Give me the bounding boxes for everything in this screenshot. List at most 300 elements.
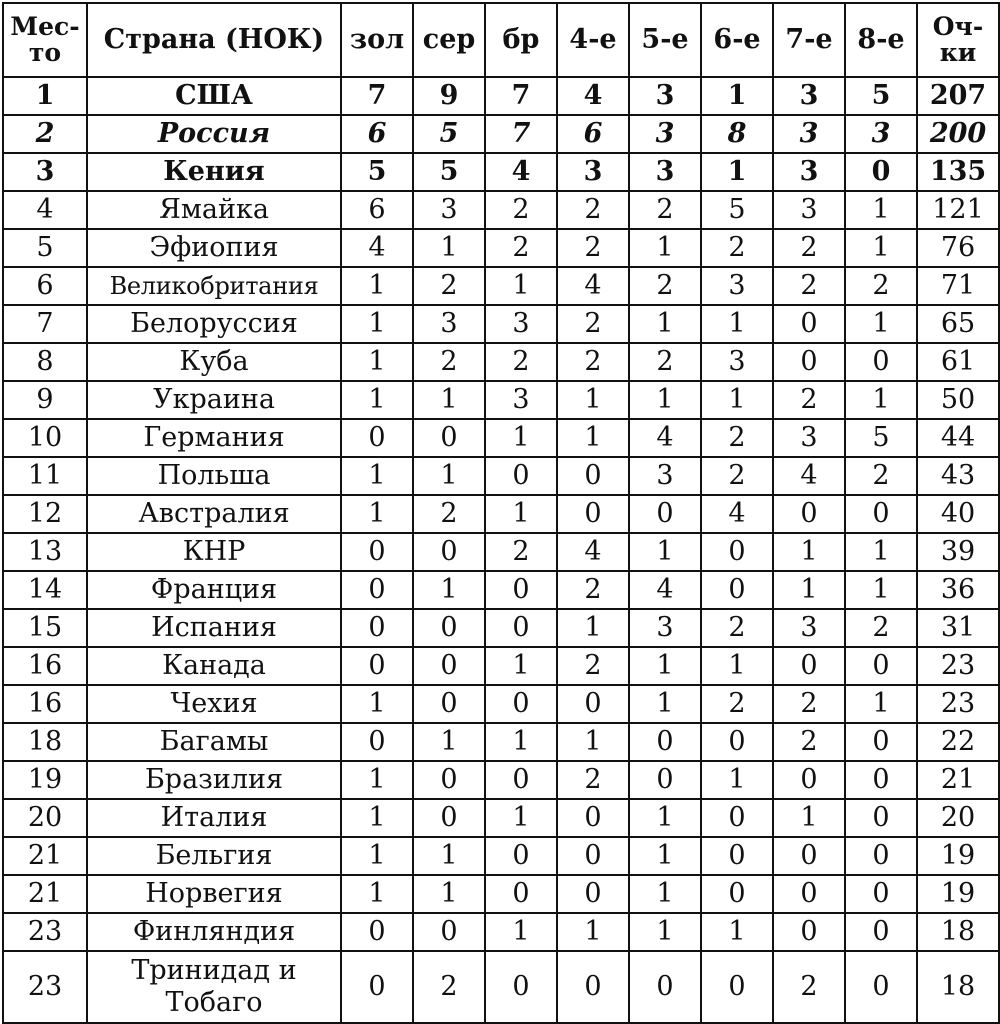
6th-cell: 0 (701, 799, 773, 837)
place-cell: 10 (3, 419, 87, 457)
silver-cell: 1 (413, 875, 485, 913)
6th-cell: 0 (701, 837, 773, 875)
8th-cell: 2 (845, 457, 917, 495)
place-cell: 6 (3, 267, 87, 305)
bronze-cell: 0 (485, 837, 557, 875)
bronze-cell: 3 (485, 305, 557, 343)
6th-cell: 2 (701, 457, 773, 495)
7th-cell: 1 (773, 571, 845, 609)
6th-cell: 4 (701, 495, 773, 533)
4th-cell: 0 (557, 457, 629, 495)
4th-cell: 2 (557, 229, 629, 267)
place-cell: 19 (3, 761, 87, 799)
table-row (3, 685, 999, 723)
gold-cell: 1 (341, 875, 413, 913)
table-row (3, 647, 999, 685)
header-gold: зол (341, 3, 413, 77)
silver-cell: 0 (413, 647, 485, 685)
5th-cell: 0 (629, 761, 701, 799)
6th-cell: 1 (701, 761, 773, 799)
silver-cell: 3 (413, 191, 485, 229)
country-cell: Канада (87, 647, 341, 685)
points-cell: 21 (917, 761, 999, 799)
place-cell: 18 (3, 723, 87, 761)
gold-cell: 0 (341, 723, 413, 761)
4th-cell: 1 (557, 913, 629, 951)
4th-cell: 3 (557, 153, 629, 191)
header-points: Оч-ки (917, 3, 999, 77)
bronze-cell: 1 (485, 267, 557, 305)
7th-cell: 2 (773, 685, 845, 723)
5th-cell: 1 (629, 381, 701, 419)
8th-cell: 3 (845, 115, 917, 153)
7th-cell: 3 (773, 191, 845, 229)
7th-cell: 3 (773, 77, 845, 115)
gold-cell: 0 (341, 951, 413, 1023)
silver-cell: 0 (413, 761, 485, 799)
5th-cell: 1 (629, 875, 701, 913)
5th-cell: 4 (629, 419, 701, 457)
points-cell: 121 (917, 191, 999, 229)
5th-cell: 3 (629, 457, 701, 495)
5th-cell: 1 (629, 837, 701, 875)
7th-cell: 0 (773, 647, 845, 685)
4th-cell: 4 (557, 267, 629, 305)
place-cell: 1 (3, 77, 87, 115)
place-cell: 15 (3, 609, 87, 647)
place-cell: 16 (3, 647, 87, 685)
5th-cell: 2 (629, 343, 701, 381)
7th-cell: 0 (773, 305, 845, 343)
country-cell: Багамы (87, 723, 341, 761)
bronze-cell: 0 (485, 685, 557, 723)
5th-cell: 3 (629, 115, 701, 153)
place-cell: 14 (3, 571, 87, 609)
country-cell: Украина (87, 381, 341, 419)
table-body (3, 77, 999, 1023)
bronze-cell: 2 (485, 229, 557, 267)
bronze-cell: 1 (485, 495, 557, 533)
5th-cell: 1 (629, 305, 701, 343)
5th-cell: 1 (629, 229, 701, 267)
5th-cell: 1 (629, 647, 701, 685)
table-row (3, 381, 999, 419)
header-4th: 4-е (557, 3, 629, 77)
gold-cell: 0 (341, 571, 413, 609)
bronze-cell: 0 (485, 457, 557, 495)
country-cell: Бельгия (87, 837, 341, 875)
gold-cell: 4 (341, 229, 413, 267)
gold-cell: 1 (341, 343, 413, 381)
4th-cell: 6 (557, 115, 629, 153)
6th-cell: 1 (701, 153, 773, 191)
8th-cell: 0 (845, 153, 917, 191)
7th-cell: 2 (773, 381, 845, 419)
points-cell: 39 (917, 533, 999, 571)
points-cell: 61 (917, 343, 999, 381)
gold-cell: 0 (341, 419, 413, 457)
bronze-cell: 0 (485, 761, 557, 799)
5th-cell: 1 (629, 685, 701, 723)
6th-cell: 1 (701, 305, 773, 343)
bronze-cell: 4 (485, 153, 557, 191)
table-row (3, 77, 999, 115)
silver-cell: 2 (413, 267, 485, 305)
5th-cell: 1 (629, 799, 701, 837)
country-cell: Норвегия (87, 875, 341, 913)
header-5th: 5-е (629, 3, 701, 77)
gold-cell: 1 (341, 685, 413, 723)
6th-cell: 1 (701, 913, 773, 951)
5th-cell: 4 (629, 571, 701, 609)
4th-cell: 1 (557, 723, 629, 761)
4th-cell: 2 (557, 305, 629, 343)
4th-cell: 0 (557, 685, 629, 723)
table-row (3, 229, 999, 267)
5th-cell: 0 (629, 723, 701, 761)
7th-cell: 1 (773, 799, 845, 837)
6th-cell: 0 (701, 951, 773, 1023)
country-cell: Ямайка (87, 191, 341, 229)
points-cell: 44 (917, 419, 999, 457)
place-cell: 11 (3, 457, 87, 495)
7th-cell: 3 (773, 419, 845, 457)
bronze-cell: 2 (485, 343, 557, 381)
points-cell: 19 (917, 837, 999, 875)
silver-cell: 1 (413, 229, 485, 267)
bronze-cell: 1 (485, 723, 557, 761)
gold-cell: 6 (341, 191, 413, 229)
gold-cell: 7 (341, 77, 413, 115)
place-cell: 7 (3, 305, 87, 343)
silver-cell: 0 (413, 419, 485, 457)
points-cell: 23 (917, 685, 999, 723)
gold-cell: 1 (341, 799, 413, 837)
points-cell: 22 (917, 723, 999, 761)
8th-cell: 0 (845, 951, 917, 1023)
table-row (3, 761, 999, 799)
7th-cell: 0 (773, 495, 845, 533)
7th-cell: 3 (773, 153, 845, 191)
silver-cell: 2 (413, 951, 485, 1023)
6th-cell: 1 (701, 77, 773, 115)
country-cell: Италия (87, 799, 341, 837)
8th-cell: 5 (845, 419, 917, 457)
place-cell: 13 (3, 533, 87, 571)
country-cell: Чехия (87, 685, 341, 723)
header-8th: 8-е (845, 3, 917, 77)
4th-cell: 0 (557, 495, 629, 533)
silver-cell: 1 (413, 381, 485, 419)
header-7th: 7-е (773, 3, 845, 77)
place-cell: 12 (3, 495, 87, 533)
gold-cell: 6 (341, 115, 413, 153)
7th-cell: 0 (773, 343, 845, 381)
table-row (3, 343, 999, 381)
4th-cell: 0 (557, 875, 629, 913)
table-row (3, 799, 999, 837)
8th-cell: 2 (845, 609, 917, 647)
country-cell: КНР (87, 533, 341, 571)
4th-cell: 0 (557, 837, 629, 875)
5th-cell: 3 (629, 77, 701, 115)
bronze-cell: 0 (485, 571, 557, 609)
6th-cell: 0 (701, 875, 773, 913)
4th-cell: 0 (557, 951, 629, 1023)
table-row (3, 267, 999, 305)
table-row (3, 913, 999, 951)
gold-cell: 1 (341, 457, 413, 495)
place-cell: 16 (3, 685, 87, 723)
points-cell: 20 (917, 799, 999, 837)
silver-cell: 0 (413, 685, 485, 723)
8th-cell: 0 (845, 761, 917, 799)
8th-cell: 0 (845, 723, 917, 761)
8th-cell: 5 (845, 77, 917, 115)
place-cell: 9 (3, 381, 87, 419)
6th-cell: 0 (701, 571, 773, 609)
country-cell: Бразилия (87, 761, 341, 799)
silver-cell: 5 (413, 153, 485, 191)
5th-cell: 2 (629, 191, 701, 229)
gold-cell: 0 (341, 533, 413, 571)
header-row (3, 3, 999, 77)
8th-cell: 1 (845, 229, 917, 267)
bronze-cell: 2 (485, 191, 557, 229)
place-cell: 21 (3, 875, 87, 913)
country-cell: Польша (87, 457, 341, 495)
table-row (3, 153, 999, 191)
country-cell: Испания (87, 609, 341, 647)
place-cell: 21 (3, 837, 87, 875)
7th-cell: 2 (773, 267, 845, 305)
6th-cell: 1 (701, 381, 773, 419)
8th-cell: 0 (845, 875, 917, 913)
silver-cell: 0 (413, 799, 485, 837)
6th-cell: 2 (701, 609, 773, 647)
points-cell: 23 (917, 647, 999, 685)
place-cell: 20 (3, 799, 87, 837)
country-cell: Франция (87, 571, 341, 609)
6th-cell: 2 (701, 229, 773, 267)
4th-cell: 1 (557, 419, 629, 457)
4th-cell: 1 (557, 381, 629, 419)
country-cell: Белоруссия (87, 305, 341, 343)
bronze-cell: 7 (485, 115, 557, 153)
points-cell: 19 (917, 875, 999, 913)
8th-cell: 0 (845, 837, 917, 875)
points-cell: 43 (917, 457, 999, 495)
4th-cell: 2 (557, 191, 629, 229)
place-cell: 23 (3, 951, 87, 1023)
points-cell: 76 (917, 229, 999, 267)
table-row (3, 837, 999, 875)
country-cell: США (87, 77, 341, 115)
country-cell: Россия (87, 115, 341, 153)
gold-cell: 1 (341, 305, 413, 343)
country-cell: Германия (87, 419, 341, 457)
7th-cell: 3 (773, 115, 845, 153)
standings-table (2, 2, 1000, 1024)
6th-cell: 8 (701, 115, 773, 153)
4th-cell: 4 (557, 533, 629, 571)
table-row (3, 723, 999, 761)
points-cell: 207 (917, 77, 999, 115)
country-cell: Австралия (87, 495, 341, 533)
5th-cell: 2 (629, 267, 701, 305)
points-cell: 31 (917, 609, 999, 647)
6th-cell: 0 (701, 533, 773, 571)
bronze-cell: 7 (485, 77, 557, 115)
4th-cell: 2 (557, 571, 629, 609)
7th-cell: 4 (773, 457, 845, 495)
points-cell: 36 (917, 571, 999, 609)
gold-cell: 1 (341, 495, 413, 533)
table-row (3, 191, 999, 229)
bronze-cell: 1 (485, 419, 557, 457)
gold-cell: 1 (341, 837, 413, 875)
place-cell: 2 (3, 115, 87, 153)
5th-cell: 3 (629, 153, 701, 191)
bronze-cell: 0 (485, 951, 557, 1023)
gold-cell: 1 (341, 267, 413, 305)
points-cell: 71 (917, 267, 999, 305)
points-cell: 18 (917, 913, 999, 951)
gold-cell: 0 (341, 913, 413, 951)
silver-cell: 5 (413, 115, 485, 153)
points-cell: 200 (917, 115, 999, 153)
table-row (3, 495, 999, 533)
table-row (3, 419, 999, 457)
silver-cell: 0 (413, 609, 485, 647)
points-cell: 65 (917, 305, 999, 343)
table-row (3, 951, 999, 1023)
8th-cell: 1 (845, 533, 917, 571)
country-cell: Кения (87, 153, 341, 191)
points-cell: 50 (917, 381, 999, 419)
silver-cell: 2 (413, 343, 485, 381)
8th-cell: 2 (845, 267, 917, 305)
8th-cell: 0 (845, 913, 917, 951)
header-bronze: бр (485, 3, 557, 77)
6th-cell: 3 (701, 267, 773, 305)
table-row (3, 115, 999, 153)
silver-cell: 3 (413, 305, 485, 343)
8th-cell: 1 (845, 685, 917, 723)
silver-cell: 1 (413, 571, 485, 609)
4th-cell: 4 (557, 77, 629, 115)
country-cell: Великобритания (87, 267, 341, 305)
5th-cell: 0 (629, 495, 701, 533)
silver-cell: 9 (413, 77, 485, 115)
bronze-cell: 0 (485, 609, 557, 647)
bronze-cell: 1 (485, 647, 557, 685)
8th-cell: 0 (845, 495, 917, 533)
5th-cell: 3 (629, 609, 701, 647)
8th-cell: 1 (845, 381, 917, 419)
table-header (3, 3, 999, 77)
4th-cell: 0 (557, 799, 629, 837)
7th-cell: 0 (773, 761, 845, 799)
8th-cell: 1 (845, 305, 917, 343)
6th-cell: 5 (701, 191, 773, 229)
8th-cell: 0 (845, 647, 917, 685)
7th-cell: 3 (773, 609, 845, 647)
bronze-cell: 2 (485, 533, 557, 571)
4th-cell: 2 (557, 761, 629, 799)
header-country: Страна (НОК) (87, 3, 341, 77)
5th-cell: 1 (629, 913, 701, 951)
8th-cell: 1 (845, 191, 917, 229)
4th-cell: 1 (557, 609, 629, 647)
gold-cell: 1 (341, 381, 413, 419)
silver-cell: 0 (413, 533, 485, 571)
7th-cell: 0 (773, 875, 845, 913)
gold-cell: 0 (341, 609, 413, 647)
country-cell: Финляндия (87, 913, 341, 951)
7th-cell: 2 (773, 951, 845, 1023)
table-row (3, 305, 999, 343)
table-row (3, 533, 999, 571)
header-place: Мес-то (3, 3, 87, 77)
header-silver: сер (413, 3, 485, 77)
gold-cell: 1 (341, 761, 413, 799)
7th-cell: 0 (773, 913, 845, 951)
place-cell: 23 (3, 913, 87, 951)
bronze-cell: 3 (485, 381, 557, 419)
7th-cell: 2 (773, 229, 845, 267)
gold-cell: 5 (341, 153, 413, 191)
bronze-cell: 1 (485, 913, 557, 951)
place-cell: 8 (3, 343, 87, 381)
8th-cell: 0 (845, 343, 917, 381)
6th-cell: 2 (701, 685, 773, 723)
6th-cell: 2 (701, 419, 773, 457)
silver-cell: 2 (413, 495, 485, 533)
silver-cell: 1 (413, 723, 485, 761)
bronze-cell: 1 (485, 799, 557, 837)
country-cell: Тринидад и Тобаго (87, 951, 341, 1023)
6th-cell: 3 (701, 343, 773, 381)
silver-cell: 1 (413, 457, 485, 495)
table-row (3, 457, 999, 495)
table-row (3, 875, 999, 913)
6th-cell: 0 (701, 723, 773, 761)
header-6th: 6-е (701, 3, 773, 77)
5th-cell: 1 (629, 533, 701, 571)
silver-cell: 1 (413, 837, 485, 875)
gold-cell: 0 (341, 647, 413, 685)
4th-cell: 2 (557, 343, 629, 381)
bronze-cell: 0 (485, 875, 557, 913)
country-cell: Куба (87, 343, 341, 381)
place-cell: 4 (3, 191, 87, 229)
7th-cell: 1 (773, 533, 845, 571)
7th-cell: 0 (773, 837, 845, 875)
silver-cell: 0 (413, 913, 485, 951)
place-cell: 3 (3, 153, 87, 191)
4th-cell: 2 (557, 647, 629, 685)
country-cell: Эфиопия (87, 229, 341, 267)
8th-cell: 0 (845, 799, 917, 837)
points-cell: 18 (917, 951, 999, 1023)
points-cell: 40 (917, 495, 999, 533)
table-row (3, 609, 999, 647)
points-cell: 135 (917, 153, 999, 191)
6th-cell: 1 (701, 647, 773, 685)
7th-cell: 2 (773, 723, 845, 761)
5th-cell: 0 (629, 951, 701, 1023)
